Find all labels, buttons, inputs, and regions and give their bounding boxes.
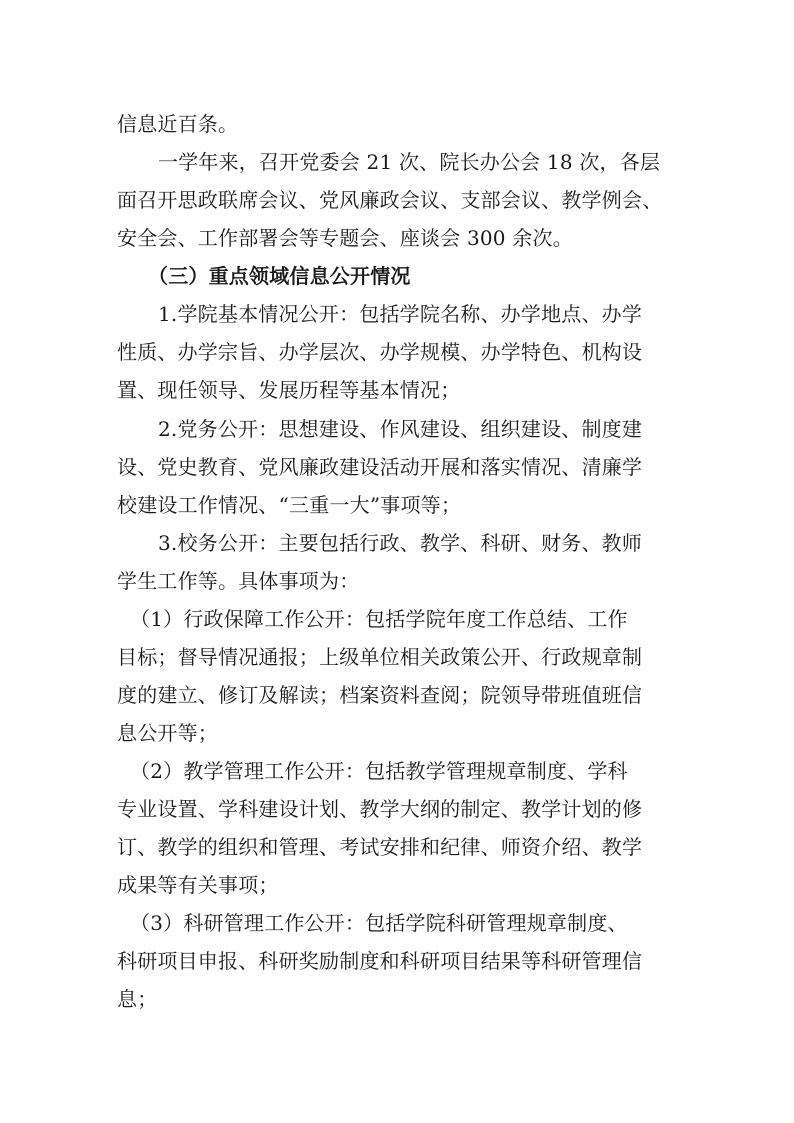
- subitem-1-admin: （1）行政保障工作公开：包括学院年度工作总结、工作: [130, 607, 628, 631]
- text-line: 科研项目申报、科研奖励制度和科研项目结果等科研管理信: [117, 949, 643, 973]
- subitem-3-research: （3）科研管理工作公开：包括学院科研管理规章制度、: [130, 911, 628, 935]
- text-line: 订、教学的组织和管理、考试安排和纪律、师资介绍、教学: [117, 835, 643, 859]
- section-heading: （三）重点领域信息公开情况: [148, 264, 411, 288]
- text-line: 息公开等；: [117, 721, 218, 745]
- text-line: 成果等有关事项；: [117, 873, 279, 897]
- text-line: 息；: [117, 987, 158, 1011]
- text-line: 性质、办学宗旨、办学层次、办学规模、办学特色、机构设: [117, 340, 643, 364]
- text-line: 安全会、工作部署会等专题会、座谈会 300 余次。: [117, 226, 573, 250]
- text-line: 校建设工作情况、“三重一大”事项等；: [117, 493, 462, 517]
- paragraph-meetings: 一学年来，召开党委会 21 次、院长办公会 18 次，各层: [158, 150, 661, 174]
- text-line: 目标；督导情况通报；上级单位相关政策公开、行政规章制: [117, 645, 643, 669]
- text-line: 置、现任领导、发展历程等基本情况；: [117, 378, 461, 402]
- subitem-2-teaching: （2）教学管理工作公开：包括教学管理规章制度、学科: [130, 759, 628, 783]
- text-line: 信息近百条。: [117, 112, 239, 136]
- item-3-school-affairs: 3.校务公开：主要包括行政、教学、科研、财务、教师: [158, 531, 643, 555]
- text-line: 学生工作等。具体事项为：: [117, 569, 360, 593]
- text-line: 专业设置、学科建设计划、教学大纲的制定、教学计划的修: [117, 797, 643, 821]
- text-line: 设、党史教育、党风廉政建设活动开展和落实情况、清廉学: [117, 455, 643, 479]
- item-2-party-affairs: 2.党务公开：思想建设、作风建设、组织建设、制度建: [158, 417, 643, 441]
- text-line: 度的建立、修订及解读；档案资料查阅；院领导带班值班信: [117, 683, 643, 707]
- text-line: 面召开思政联席会议、党风廉政会议、支部会议、教学例会、: [117, 188, 663, 212]
- item-1-basic-info: 1.学院基本情况公开：包括学院名称、办学地点、办学: [158, 302, 643, 326]
